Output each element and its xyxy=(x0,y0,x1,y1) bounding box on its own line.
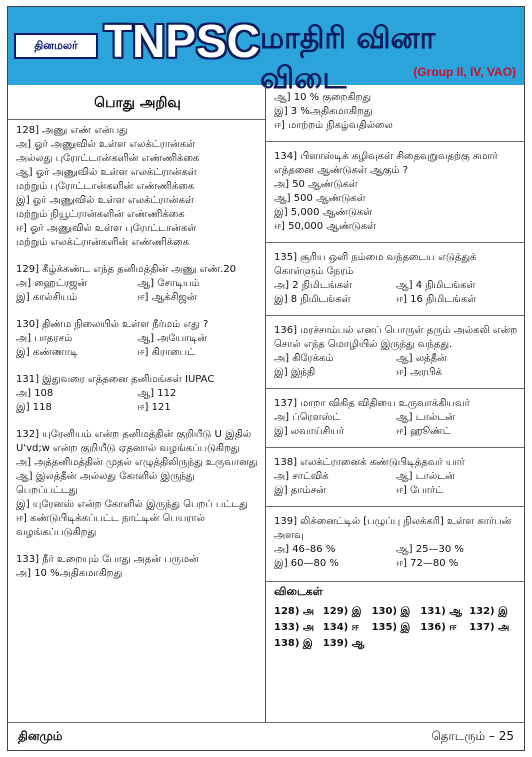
option-row xyxy=(274,279,518,293)
answer-option: அ] 2 நிமிடங்கள் xyxy=(274,280,352,291)
answer-key-item: 128) அ xyxy=(274,606,315,617)
answer-option: இ] 3 %அதிகமாகிறது xyxy=(274,106,373,117)
answer-option: ஆ] 500 ஆண்டுகள் xyxy=(274,193,366,204)
divider xyxy=(266,447,524,448)
answer-option: ஈ] ஆக்சிஜன் xyxy=(137,292,197,303)
answer-option: அ] 108 xyxy=(16,388,54,399)
question-text: 132] யுரேனியம் என்ற தனிமத்தின் குறியீடு U இதில் U'vd;w என்ற குறியீடு ஏதனால் வழங்கப்படுகிறது xyxy=(16,429,252,454)
divider xyxy=(266,141,524,142)
option-row xyxy=(274,293,518,307)
question-text: 137] மாறா விகித விதியை உருவாக்கியவர் xyxy=(274,398,470,409)
answer-option: ஆ] சோடியம் xyxy=(137,278,200,289)
answer-option: அ] ஓர் அணுவில் உள்ள எலக்ட்ரான்கள் xyxy=(16,139,196,150)
dinamalar-logo: தினமலர் xyxy=(14,33,98,59)
brand-title: TNPSC xyxy=(104,15,260,67)
option-row xyxy=(274,543,518,557)
answer-option: இ] 5,000 ஆண்டுகள் xyxy=(274,207,373,218)
question-text: 139] லிக்னைட்டில் [பழுப்பு நிலக்கரி] உள்ள கார்பன் அளவு xyxy=(274,516,512,541)
answer-option: இ] கால்சியம் xyxy=(16,292,78,303)
answer-key-item: 134) ஈ xyxy=(322,622,359,633)
answer-option: அ] கிரேக்கம் xyxy=(274,353,334,364)
option-row xyxy=(16,277,259,291)
option-row xyxy=(274,484,518,498)
option-row xyxy=(274,425,518,439)
answer-option: ஆ] அயோடின் xyxy=(137,333,207,344)
answer-option: மற்றும் எலக்ட்ரான்களின் எண்ணிக்கை xyxy=(16,237,189,248)
answer-option: இ] 118 xyxy=(16,402,52,413)
answer-key-item: 130) இ xyxy=(371,606,411,617)
option-row xyxy=(274,411,518,425)
question-block xyxy=(274,456,518,498)
answer-option: ஈ] ஹூண்ட் xyxy=(396,426,451,437)
answer-option: இ] லவாய்சியர் xyxy=(274,426,345,437)
answer-key-item: 129) இ xyxy=(322,606,362,617)
answer-option: ஆ] டால்டன் xyxy=(396,412,455,423)
question-text: 130] திண்ம நிலையில் உள்ள நீர்மம் எது ? xyxy=(16,319,209,330)
question-text: 138] எலக்ட்ரானைக் கண்டுபிடித்தவர் யார் xyxy=(274,457,465,468)
divider xyxy=(266,506,524,507)
question-block xyxy=(274,150,518,234)
option-row xyxy=(274,366,518,380)
answer-option: ஈ] கண்டுபிடிக்கப்பட்ட நாட்டின் பெயரால் வழங்கப்படுகிறது xyxy=(16,513,205,538)
divider xyxy=(8,119,265,120)
exam-groups: (Group II, IV, VAO) xyxy=(413,65,516,79)
answer-key-item: 131) ஆ xyxy=(420,606,462,617)
answer-option: இ] தாம்சன் xyxy=(274,485,326,496)
question-block xyxy=(274,91,518,133)
left-column xyxy=(8,85,266,722)
question-text: 136] மரச்சாம்பல் எனப் பொருள் தரும் அல்கலி என்ற சொல் எந்த மொழியில் இருந்து வந்தது. xyxy=(274,325,518,350)
answer-option: அ] சாட்விக் xyxy=(274,471,329,482)
answer-option: மற்றும் நியூட்ரான்களின் எண்ணிக்கை xyxy=(16,209,185,220)
answer-option: ஈ] மாற்றம் நிகழ்வதில்லை xyxy=(274,120,393,131)
answer-option: இ] கண்ணாடி xyxy=(16,347,78,358)
footer xyxy=(8,722,524,750)
answer-option: ஆ] லத்தீன் xyxy=(396,353,447,364)
answer-option: இ] இந்தி xyxy=(274,367,316,378)
answer-option: ஈ] 121 xyxy=(137,402,171,413)
answer-option: ஆ] 112 xyxy=(137,388,177,399)
question-block xyxy=(274,324,518,380)
answer-option: இ] 60—80 % xyxy=(274,558,339,569)
masthead xyxy=(8,7,524,96)
answer-option: அல்லது புரோட்டான்களின் எண்ணிக்கை xyxy=(16,153,200,164)
section-title: பொது அறிவு xyxy=(94,95,181,111)
answer-option: அ] 46–86 % xyxy=(274,544,336,555)
question-block xyxy=(16,124,259,250)
answer-option: மற்றும் புரோட்டான்களின் எண்ணிக்கை xyxy=(16,181,195,192)
answer-option: ஆ] 4 நிமிடங்கள் xyxy=(396,280,476,291)
page xyxy=(7,6,525,751)
footer-right: தொடரும் – 25 xyxy=(431,729,514,743)
divider xyxy=(266,242,524,243)
answer-key-item: 132) இ xyxy=(469,606,508,617)
right-column xyxy=(266,85,524,722)
answer-key-item: 136) ஈ xyxy=(420,622,457,633)
question-block xyxy=(16,263,259,305)
question-text: 131] இதுவரை எத்தனை தனிமங்கள் IUPAC xyxy=(16,374,215,385)
question-text: 134] பிளாஸ்டிக் கழிவுகள் சிதைவுறுவதற்கு சுமார் எத்தனை ஆண்டுகள் ஆகும் ? xyxy=(274,151,498,176)
question-block xyxy=(16,318,259,360)
answer-key-item: 133) அ xyxy=(274,622,315,633)
answer-option: ஈ] அரபிக் xyxy=(396,367,442,378)
answer-option: அ] 50 ஆண்டுகள் xyxy=(274,179,358,190)
answer-option: அ] பாதரசம் xyxy=(16,333,73,344)
option-row xyxy=(16,291,259,305)
right-questions xyxy=(274,91,518,571)
question-block xyxy=(16,373,259,415)
answer-key-item: 137) அ xyxy=(469,622,510,633)
answer-option: ஆ] டால்டன் xyxy=(396,471,455,482)
answer-option: ஈ] போர்ட் xyxy=(396,485,444,496)
answers-grid xyxy=(274,604,518,652)
answer-option: அ] ஹைட்ரஜன் xyxy=(16,278,88,289)
answer-option: அ] ப்ரௌஸ்ட் xyxy=(274,412,341,423)
option-row xyxy=(16,346,259,360)
question-text: 128] அணு எண் என்பது xyxy=(16,125,128,136)
answers-title: விடைகள் xyxy=(274,585,323,598)
answer-option: அ] 10 %அதிகமாகிறது xyxy=(16,568,123,579)
answer-option: இ] ஓர் அணுவில் உள்ள எலக்ட்ரான்கள் xyxy=(16,195,194,206)
question-text: 129] கீழ்க்கண்ட எந்த தனிமத்தின் அணு எண்.20 xyxy=(16,264,237,275)
divider xyxy=(266,388,524,389)
answer-key-item: 139) ஆ xyxy=(322,638,365,649)
answer-key-item: 135) இ xyxy=(371,622,411,633)
answer-option: இ] யுரேனஸ் என்ற கோளில் இருந்து பெறப் பட்டது xyxy=(16,499,248,510)
question-block xyxy=(274,251,518,307)
answer-option: ஈ] 50,000 ஆண்டுகள் xyxy=(274,221,377,232)
option-row xyxy=(274,470,518,484)
left-questions xyxy=(16,124,259,581)
answer-option: ஈ] 72—80 % xyxy=(396,558,459,569)
option-row xyxy=(16,401,259,415)
answer-option: ஆ] 10 % குறைகிறது xyxy=(274,92,372,103)
answer-option: இ] 8 நிமிடங்கள் xyxy=(274,294,351,305)
question-text: 135] சூரிய ஒளி நம்மை வந்தடைய எடுத்துக் கொள்ளும் நேரம் xyxy=(274,252,477,277)
answer-option: ஈ] 16 நிமிடங்கள் xyxy=(396,294,477,305)
answer-option: ஆ] 25—30 % xyxy=(396,544,464,555)
divider xyxy=(266,581,524,582)
answer-key-item: 138) இ xyxy=(274,638,313,649)
option-row xyxy=(16,387,259,401)
option-row xyxy=(274,557,518,571)
option-row xyxy=(16,332,259,346)
answer-option: ஆ] இலத்தீன் அல்லது கோளில் இருந்து பெறப்பட்டது xyxy=(16,471,195,496)
option-row xyxy=(274,352,518,366)
footer-left: தினமும் xyxy=(18,729,63,743)
answer-option: ஆ] ஓர் அணுவில் உள்ள எலக்ட்ரான்கள் xyxy=(16,167,197,178)
answer-option: அ] அத்தனிமத்தின் முதல் எழுத்திலிருந்து உருவானது xyxy=(16,457,258,468)
question-block xyxy=(16,428,259,540)
question-block xyxy=(274,515,518,571)
question-block xyxy=(16,553,259,581)
answer-option: ஈ] கிராபைட் xyxy=(137,347,196,358)
question-text: 133] நீர் உறையும் போது அதன் பருமன் xyxy=(16,554,199,565)
divider xyxy=(266,315,524,316)
question-block xyxy=(274,397,518,439)
page-title: மாதிரி வினா விடை xyxy=(260,21,436,96)
answer-option: ஈ] ஓர் அணுவில் உள்ள புரோட்டான்கள் xyxy=(16,223,197,234)
